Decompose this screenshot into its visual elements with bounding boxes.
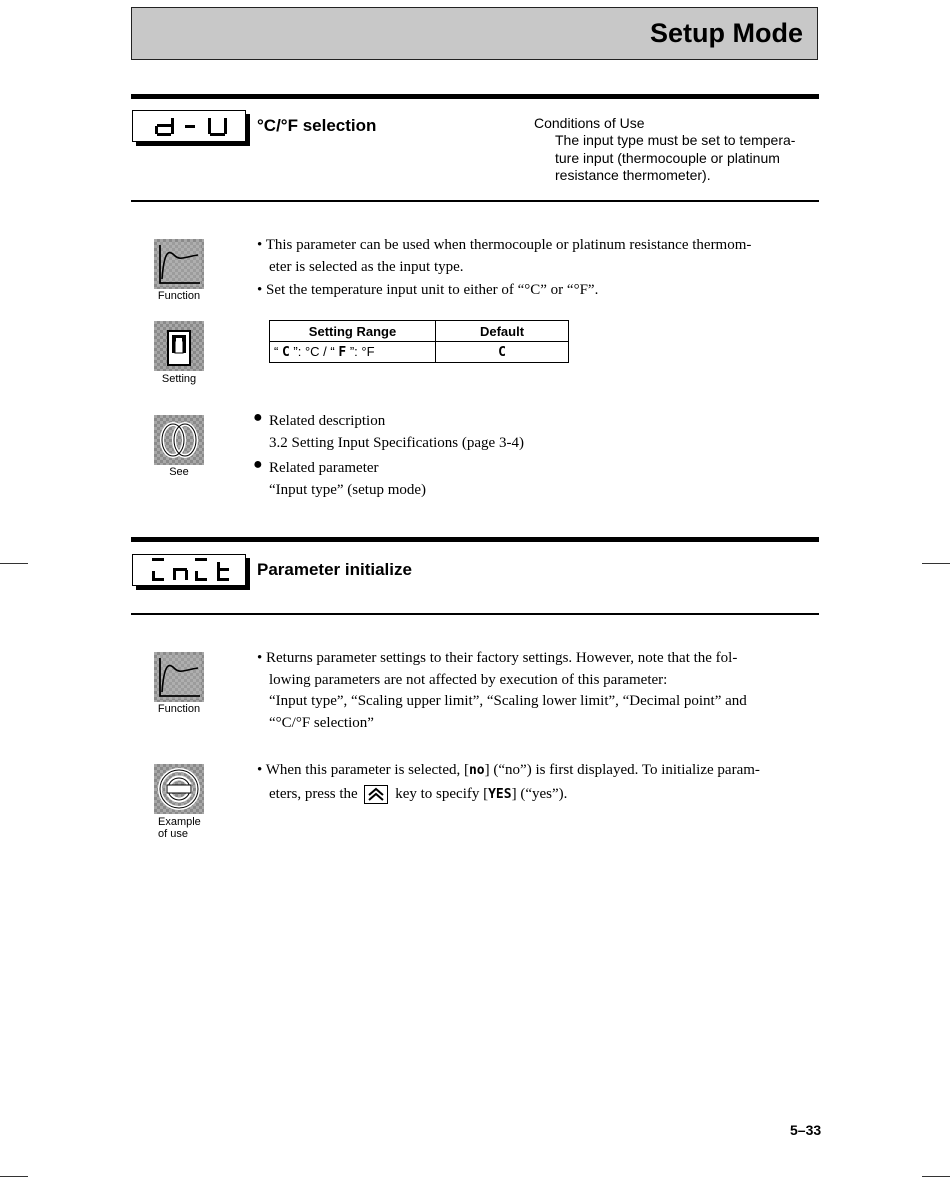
function-line: eter is selected as the input type. — [269, 259, 464, 275]
bullet-dot-icon: ● — [253, 409, 263, 426]
example-line-2 — [269, 783, 567, 806]
function-line: “Input type”, “Scaling upper limit”, “Scaling lower limit”, “Decimal point” and — [269, 693, 747, 709]
setting-icon — [154, 321, 204, 371]
section-divider — [131, 537, 819, 542]
up-key-icon — [364, 785, 388, 804]
section-divider-thin — [131, 613, 819, 615]
default-code: C — [498, 345, 506, 360]
display-code-init — [132, 554, 246, 586]
section-divider-thin — [131, 200, 819, 202]
example-label-line: of use — [158, 828, 188, 840]
range-text: ”: °C / “ — [293, 344, 335, 359]
function-label: Function — [157, 290, 201, 302]
table-header-row — [270, 321, 569, 342]
function-line: • Set the temperature input unit to either of “°C” or “°F”. — [257, 282, 599, 298]
default-cell — [436, 342, 569, 363]
display-code-no: no — [468, 763, 485, 778]
example-of-use-label — [158, 816, 238, 840]
range-text: ”: °F — [349, 344, 375, 359]
section-title-parameter-initialize: Parameter initialize — [257, 560, 412, 579]
example-line-1 — [257, 759, 760, 782]
conditions-heading: Conditions of Use — [534, 115, 645, 131]
example-text: • When this parameter is selected, [ — [257, 762, 469, 778]
bullet-dot-icon: ● — [253, 456, 263, 473]
example-of-use-icon — [154, 764, 204, 814]
range-code-c: C — [281, 345, 290, 360]
function-line: lowing parameters are not affected by execution of this parameter: — [269, 672, 668, 688]
setting-range-table — [269, 320, 569, 363]
setting-label: Setting — [161, 373, 197, 385]
example-text: eters, press the — [269, 786, 358, 802]
display-code-d-u — [132, 110, 246, 142]
conditions-text — [555, 132, 795, 185]
see-icon — [154, 415, 204, 465]
related-parameter-text: “Input type” (setup mode) — [269, 482, 427, 498]
function-label: Function — [157, 703, 201, 715]
seven-segment-d-u-icon — [133, 111, 245, 141]
example-label-line: Example — [158, 816, 201, 828]
table-row — [270, 342, 569, 363]
page-title: Setup Mode — [650, 18, 803, 48]
crop-mark-bottom-right — [922, 1176, 950, 1177]
seven-segment-init-icon — [133, 555, 245, 585]
setting-range-cell — [270, 342, 436, 363]
function-line: • This parameter can be used when thermocouple or platinum resistance thermom- — [257, 237, 752, 253]
conditions-line: The input type must be set to tempera- — [555, 132, 796, 148]
function-icon — [154, 239, 204, 289]
function-icon — [154, 652, 204, 702]
see-label: See — [169, 466, 189, 478]
range-code-f: F — [338, 345, 347, 360]
example-text: key to specify [ — [395, 786, 489, 802]
table-header: Default — [436, 321, 569, 342]
example-text: ] (“no”) is first displayed. To initialize param- — [484, 762, 760, 778]
related-parameter-heading: Related parameter — [269, 460, 379, 476]
crop-mark-left — [0, 563, 28, 564]
function-line: • Returns parameter settings to their factory settings. However, note that the fol- — [257, 650, 738, 666]
table-header: Setting Range — [270, 321, 436, 342]
section-title-cf-selection: °C/°F selection — [257, 116, 377, 135]
related-description-heading: Related description — [269, 413, 386, 429]
page-number: 5–33 — [790, 1122, 822, 1138]
range-text: “ — [274, 344, 279, 359]
function-line: “°C/°F selection” — [269, 715, 374, 731]
related-description-text: 3.2 Setting Input Specifications (page 3-4) — [269, 435, 524, 451]
crop-mark-right — [922, 563, 950, 564]
page-header — [131, 7, 818, 60]
example-text: ] (“yes”). — [511, 786, 568, 802]
section-divider — [131, 94, 819, 99]
display-code-yes: YES — [488, 787, 512, 802]
conditions-line: ture input (thermocouple or platinum — [555, 149, 780, 166]
crop-mark-bottom-left — [0, 1176, 28, 1177]
conditions-line: resistance thermometer). — [555, 167, 711, 183]
